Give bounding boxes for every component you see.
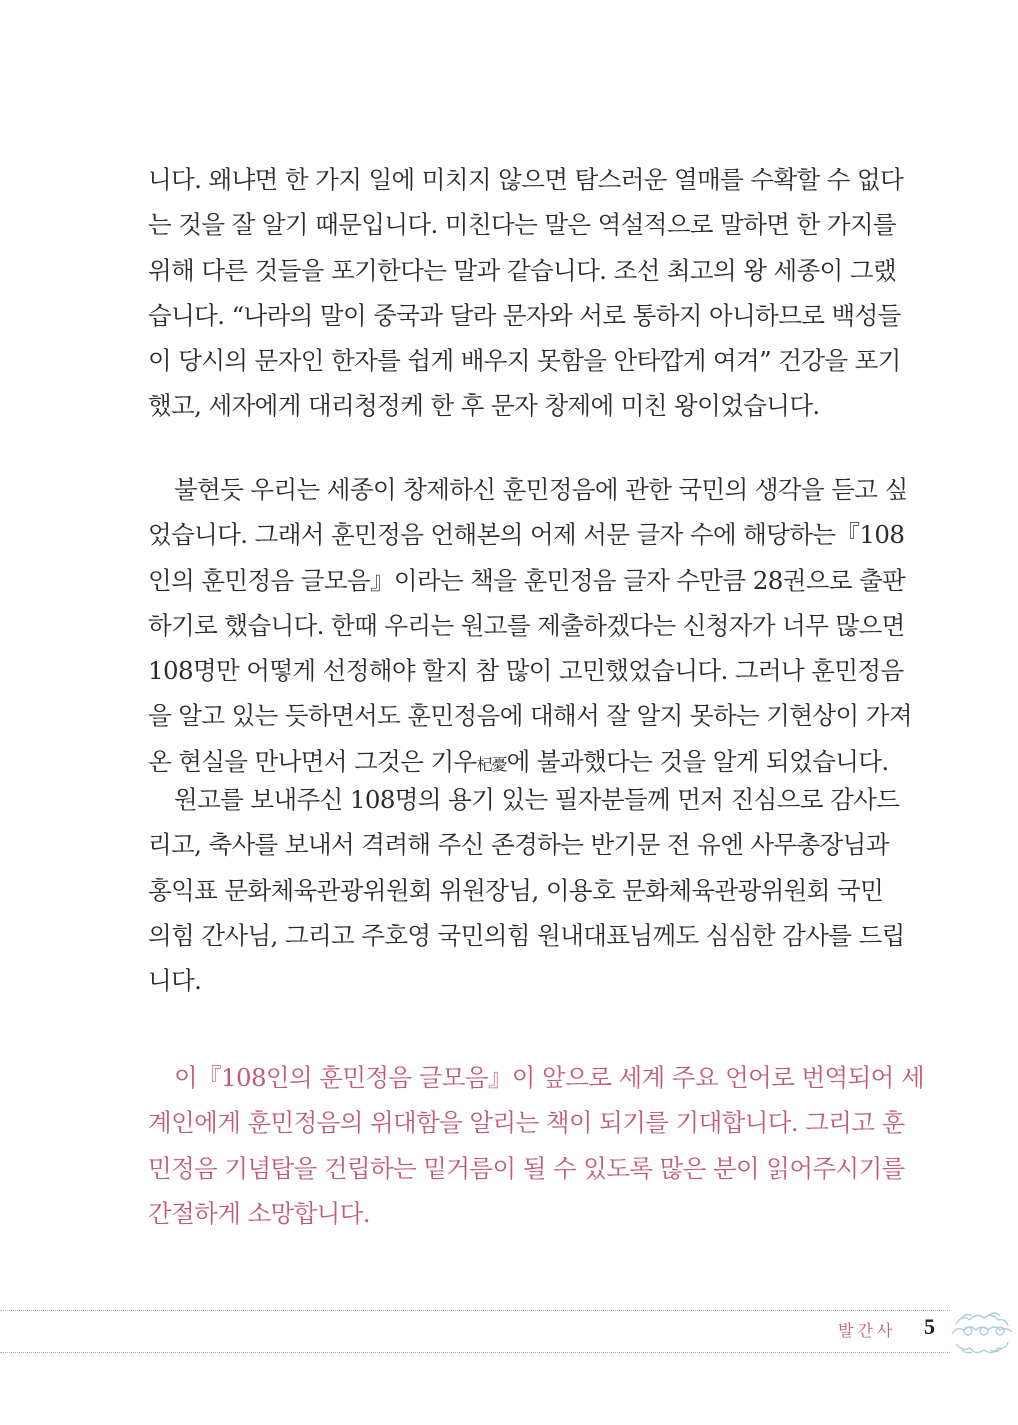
text-line: 홍익표 문화체육관광위원회 위원장님, 이용호 문화체육관광위원회 국민 bbox=[148, 875, 884, 905]
section-label: 발간사 bbox=[838, 1321, 897, 1340]
text-fragment: 온 현실을 만나면서 그것은 기우 bbox=[148, 746, 477, 776]
text-line: 108명만 어떻게 선정해야 할지 참 많이 고민했었습니다. 그러나 훈민정음 bbox=[148, 656, 904, 686]
text-line: 계인에게 훈민정음의 위대함을 알리는 책이 되기를 기대합니다. 그리고 훈 bbox=[148, 1108, 905, 1138]
text-line: 을 알고 있는 듯하면서도 훈민정음에 대해서 잘 알지 못하는 기현상이 가져 bbox=[148, 701, 912, 731]
text-line: 이『108인의 훈민정음 글모음』이 앞으로 세계 주요 언어로 번역되어 세 bbox=[174, 1063, 925, 1092]
footer-rule-bottom bbox=[0, 1352, 950, 1353]
text-line: 원고를 보내주신 108명의 용기 있는 필자분들께 먼저 진심으로 감사드 bbox=[174, 785, 900, 814]
footer-rule-top bbox=[0, 1310, 950, 1311]
text-line: 니다. 왜냐면 한 가지 일에 미치지 않으면 탐스러운 열매를 수확할 수 없다 bbox=[148, 165, 904, 194]
page-number: 5 bbox=[924, 1314, 935, 1339]
paragraph-4-highlight bbox=[148, 1055, 925, 1236]
cloud-ornament-icon bbox=[948, 1304, 1018, 1356]
paragraph-2 bbox=[148, 467, 912, 784]
text-line: 는 것을 잘 알기 때문입니다. 미친다는 말은 역설적으로 말하면 한 가지를 bbox=[148, 210, 897, 240]
text-line: 니다. bbox=[148, 966, 202, 996]
text-line: 위해 다른 것들을 포기한다는 말과 같습니다. 조선 최고의 왕 세종이 그랬 bbox=[148, 255, 897, 285]
paragraph-3 bbox=[148, 777, 905, 1003]
text-line: 했고, 세자에게 대리청정케 한 후 문자 창제에 미친 왕이었습니다. bbox=[148, 391, 820, 421]
text-fragment: 에 불과했다는 것을 알게 되었습니다. bbox=[506, 746, 889, 776]
text-line: 리고, 축사를 보내서 격려해 주신 존경하는 반기문 전 유엔 사무총장님과 bbox=[148, 830, 889, 860]
text-line: 인의 훈민정음 글모음』이라는 책을 훈민정음 글자 수만큼 28권으로 출판 bbox=[148, 565, 906, 595]
text-line: 간절하게 소망합니다. bbox=[148, 1198, 370, 1228]
text-line: 민정음 기념탑을 건립하는 밑거름이 될 수 있도록 많은 분이 읽어주시기를 bbox=[148, 1153, 905, 1183]
text-line: 었습니다. 그래서 훈민정음 언해본의 어제 서문 글자 수에 해당하는『108 bbox=[148, 520, 905, 550]
paragraph-1 bbox=[148, 157, 904, 429]
hanja-annotation: 杞憂 bbox=[476, 754, 507, 774]
text-line: 하기로 했습니다. 한때 우리는 원고를 제출하겠다는 신청자가 너무 많으면 bbox=[148, 610, 905, 640]
text-line: 습니다. “나라의 말이 중국과 달라 문자와 서로 통하지 아니하므로 백성들 bbox=[148, 300, 901, 330]
text-line: 의힘 간사님, 그리고 주호영 국민의힘 원내대표님께도 심심한 감사를 드립 bbox=[148, 920, 905, 950]
text-line: 이 당시의 문자인 한자를 쉽게 배우지 못함을 안타깝게 여겨” 건강을 포기 bbox=[148, 346, 901, 376]
text-line: 불현듯 우리는 세종이 창제하신 훈민정음에 관한 국민의 생각을 듣고 싶 bbox=[174, 475, 908, 504]
